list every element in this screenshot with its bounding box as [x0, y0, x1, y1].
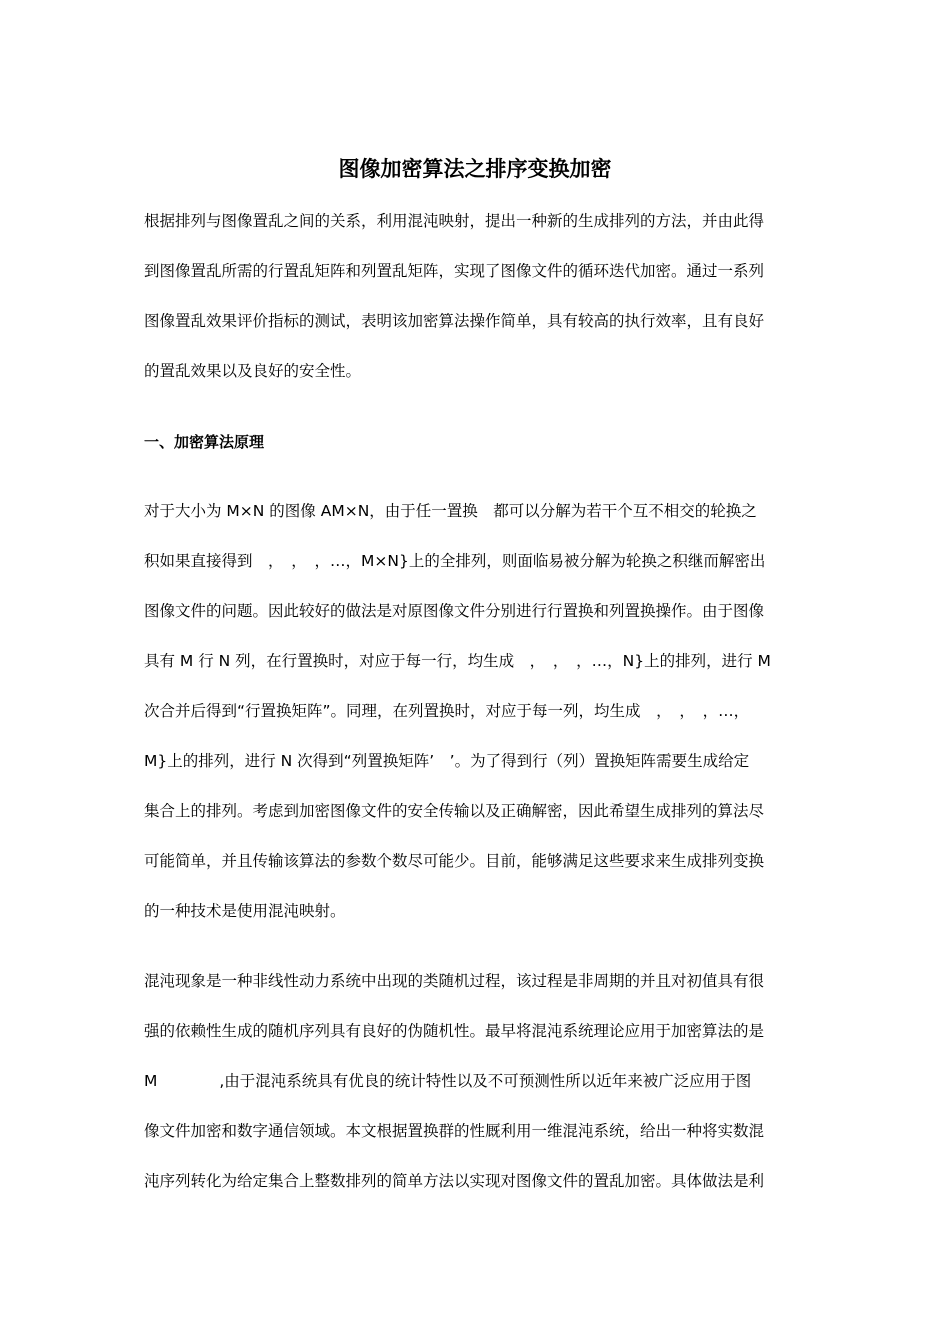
abstract-line-1: 根据排列与图像置乱之间的关系，利用混沌映射，提出一种新的生成排列的方法，并由此得	[144, 212, 765, 230]
paragraph-2-line-2: 强的依赖性生成的随机序列具有良好的伪随机性。最早将混沌系统理论应用于加密算法的是	[144, 1022, 765, 1040]
abstract-line-4: 的置乱效果以及良好的安全性。	[144, 362, 362, 380]
paragraph-2-line-4: 像文件加密和数字通信领域。本文根据置换群的性厩利用一维混沌系统，给出一种将实数混	[144, 1122, 765, 1140]
abstract-line-2: 到图像置乱所需的行置乱矩阵和列置乱矩阵，实现了图像文件的循环迭代加密。通过一系列	[144, 262, 765, 280]
paragraph-1-line-6: M}上的排列，进行 N 次得到“列置换矩阵’ ’。为了得到行（列）置换矩阵需要生成给定	[144, 752, 750, 770]
paragraph-2-line-5: 沌序列转化为给定集合上整数排列的简单方法以实现对图像文件的置乱加密。具体做法是利	[144, 1172, 765, 1190]
paragraph-1-line-5: 次合并后得到“行置换矩阵”。同理，在列置换时，对应于每一列，均生成 ， ， ，…，	[144, 702, 750, 720]
paragraph-2-line-3: M ,由于混沌系统具有优良的统计特性以及不可预测性所以近年来被广泛应用于图	[144, 1072, 752, 1090]
paragraph-1-line-8: 可能简单，并且传输该算法的参数个数尽可能少。目前，能够满足这些要求来生成排列变换	[144, 852, 765, 870]
paragraph-1-line-3: 图像文件的问题。因此较好的做法是对原图像文件分别进行行置换和列置换操作。由于图像	[144, 602, 765, 620]
paragraph-2-line-1: 混沌现象是一种非线性动力系统中出现的类随机过程，该过程是非周期的并且对初值具有很	[144, 972, 765, 990]
paragraph-1-line-2: 积如果直接得到 ， ， ，…，M×N}上的全排列，则面临易被分解为轮换之积继而解密出	[144, 552, 766, 570]
paragraph-1-line-4: 具有 M 行 N 列，在行置换时，对应于每一行，均生成 ， ， ，…，N}上的排列，进行 M	[144, 652, 771, 670]
section-heading: 一、加密算法原理	[144, 433, 265, 451]
paragraph-1-line-9: 的一种技术是使用混沌映射。	[144, 902, 346, 920]
paragraph-1-line-1: 对于大小为 M×N 的图像 AM×N，由于任一置换 都可以分解为若干个互不相交的轮换之	[144, 502, 757, 520]
abstract-line-3: 图像置乱效果评价指标的测试，表明该加密算法操作简单，具有较高的执行效率，且有良好	[144, 312, 765, 330]
document-title: 图像加密算法之排序变换加密	[338, 157, 612, 181]
paragraph-1-line-7: 集合上的排列。考虑到加密图像文件的安全传输以及正确解密，因此希望生成排列的算法尽	[144, 802, 765, 820]
